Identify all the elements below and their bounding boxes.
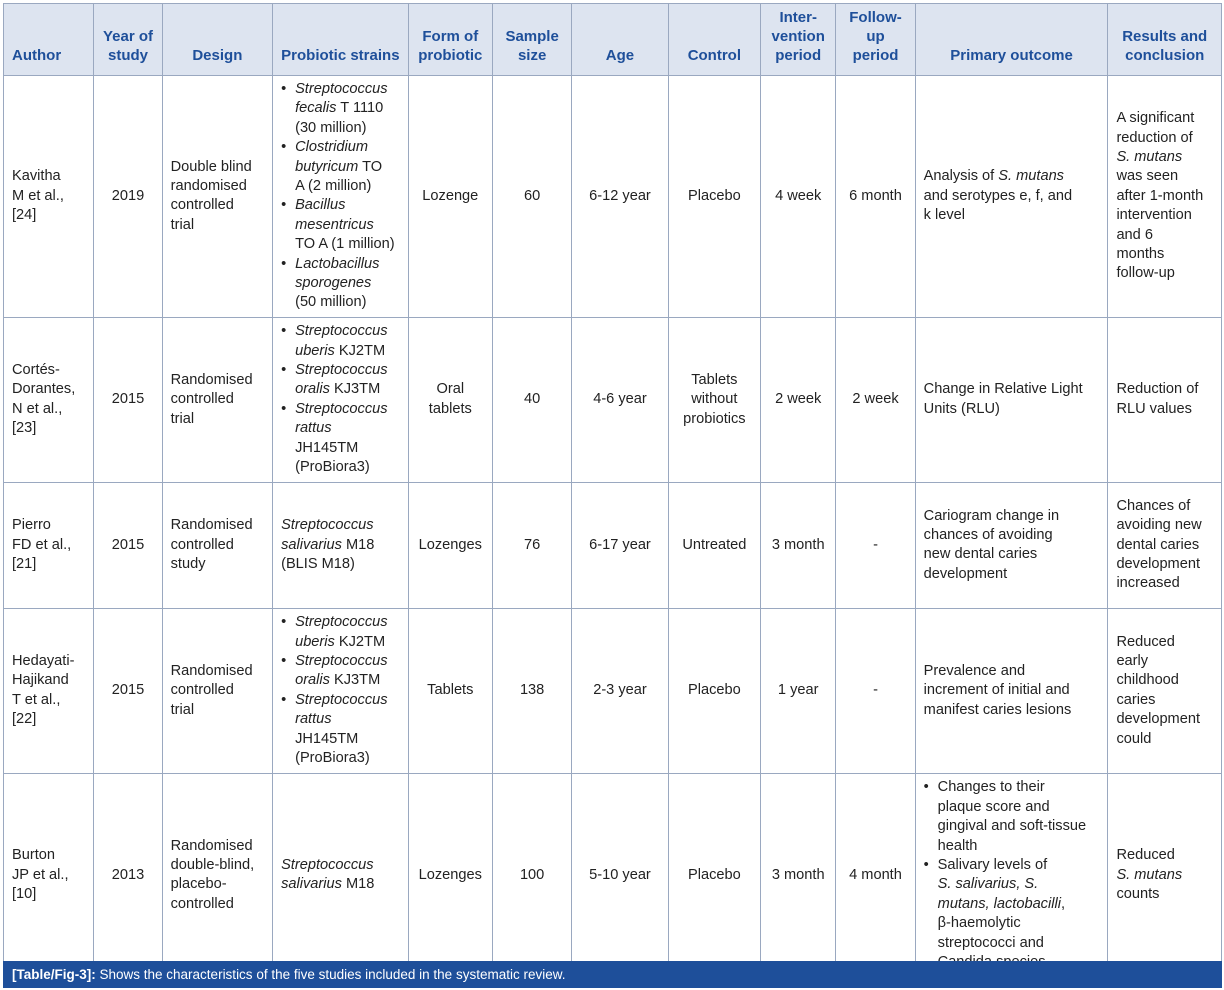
header-strains: Probiotic strains [273,4,409,76]
cell-author: Kavitha M et al., [24] [4,76,94,318]
cell-design: Randomised controlled study [162,482,272,608]
cell-design: Randomised controlled trial [162,317,272,482]
cell-followup: 2 week [836,317,915,482]
list-item: • Clostridium butyricum TO A (2 million) [281,138,402,196]
cell-followup: 4 month [836,773,915,977]
cell-sample: 76 [492,482,571,608]
cell-age: 6-17 year [572,482,668,608]
cell-intervention: 3 month [761,482,836,608]
cell-form: Oral tablets [408,317,492,482]
cell-year: 2015 [94,317,162,482]
cell-design: Randomised double-blind, placebo- controlled [162,773,272,977]
cell-control: Placebo [668,773,760,977]
list-item: • Streptococcus fecalis T 1110 (30 million) [281,80,402,138]
list-item: • Salivary levels of S. salivarius, S. mutans, lactobacilli, β-haemolytic streptococci and [924,856,1102,972]
table-row [4,773,1222,977]
cell-intervention: 2 week [761,317,836,482]
table-row [4,317,1222,482]
cell-sample: 40 [492,317,571,482]
cell-strains [273,608,409,773]
cell-followup: - [836,482,915,608]
cell-primary: Change in Relative Light Units (RLU) [915,317,1108,482]
study-characteristics-table [3,3,1222,978]
cell-intervention: 4 week [761,76,836,318]
cell-control: Tablets without probiotics [668,317,760,482]
header-author: Author [4,4,94,76]
cell-strains [273,317,409,482]
cell-results: Reduced early childhood caries development could [1108,608,1222,773]
cell-control: Placebo [668,76,760,318]
list-item: • Streptococcus uberis KJ2TM [281,322,402,361]
header-row [4,4,1222,76]
list-item: • Streptococcus oralis KJ3TM [281,361,402,400]
cell-author: Pierro FD et al., [21] [4,482,94,608]
cell-author: Cortés- Dorantes, N et al., [23] [4,317,94,482]
cell-sample: 100 [492,773,571,977]
cell-year: 2013 [94,773,162,977]
cell-author: Hedayati- Hajikand T et al., [22] [4,608,94,773]
cell-year: 2019 [94,76,162,318]
cell-control: Untreated [668,482,760,608]
cell-form: Lozenge [408,76,492,318]
header-control: Control [668,4,760,76]
cell-age: 2-3 year [572,608,668,773]
cell-primary: Cariogram change in chances of avoiding new dental caries development [915,482,1108,608]
list-item: • Lactobacillus sporogenes (50 million) [281,255,402,313]
cell-form: Lozenges [408,773,492,977]
cell-control: Placebo [668,608,760,773]
cell-sample: 60 [492,76,571,318]
table-caption [3,961,1222,988]
cell-intervention: 3 month [761,773,836,977]
cell-age: 4-6 year [572,317,668,482]
cell-age: 6-12 year [572,76,668,318]
cell-sample: 138 [492,608,571,773]
table-row [4,482,1222,608]
header-design: Design [162,4,272,76]
table-row [4,76,1222,318]
cell-strains [273,76,409,318]
list-item: • Streptococcus rattus JH145TM (ProBiora3) [281,691,402,769]
cell-primary: Prevalence and increment of initial and manifest caries lesions [915,608,1108,773]
header-intervention: Inter- vention period [761,4,836,76]
header-followup: Follow- up period [836,4,915,76]
table-row [4,608,1222,773]
cell-results: Reduction of RLU values [1108,317,1222,482]
list-item: • Streptococcus uberis KJ2TM [281,613,402,652]
cell-primary [915,773,1108,977]
list-item: • Bacillus mesentricus TO A (1 million) [281,196,402,254]
cell-year: 2015 [94,482,162,608]
cell-design: Double blind randomised controlled trial [162,76,272,318]
cell-primary: Analysis of S. mutans and serotypes e, f, and k level [915,76,1108,318]
list-item: • Streptococcus oralis KJ3TM [281,652,402,691]
header-primary: Primary outcome [915,4,1108,76]
caption-label: [Table/Fig-3]: [12,967,96,982]
cell-author: Burton JP et al., [10] [4,773,94,977]
cell-results: Reduced S. mutans counts [1108,773,1222,977]
cell-strains: Streptococcus salivarius M18 [273,773,409,977]
header-results: Results and conclusion [1108,4,1222,76]
header-age: Age [572,4,668,76]
header-sample: Sample size [492,4,571,76]
cell-form: Lozenges [408,482,492,608]
list-item: • Changes to their plaque score and gingival and soft-tissue health [924,778,1102,856]
cell-results: A significant reduction of S. mutans was seen after 1-month intervention and 6 months follow-up [1108,76,1222,318]
header-form: Form of probiotic [408,4,492,76]
cell-followup: - [836,608,915,773]
header-year: Year of study [94,4,162,76]
cell-design: Randomised controlled trial [162,608,272,773]
cell-strains: Streptococcus salivarius M18 (BLIS M18) [273,482,409,608]
cell-age: 5-10 year [572,773,668,977]
caption-text: Shows the characteristics of the five studies included in the systematic review. [95,967,566,982]
cell-intervention: 1 year [761,608,836,773]
cell-form: Tablets [408,608,492,773]
cell-year: 2015 [94,608,162,773]
list-item: • Streptococcus rattus JH145TM (ProBiora3) [281,400,402,478]
cell-results: Chances of avoiding new dental caries development increased [1108,482,1222,608]
cell-followup: 6 month [836,76,915,318]
